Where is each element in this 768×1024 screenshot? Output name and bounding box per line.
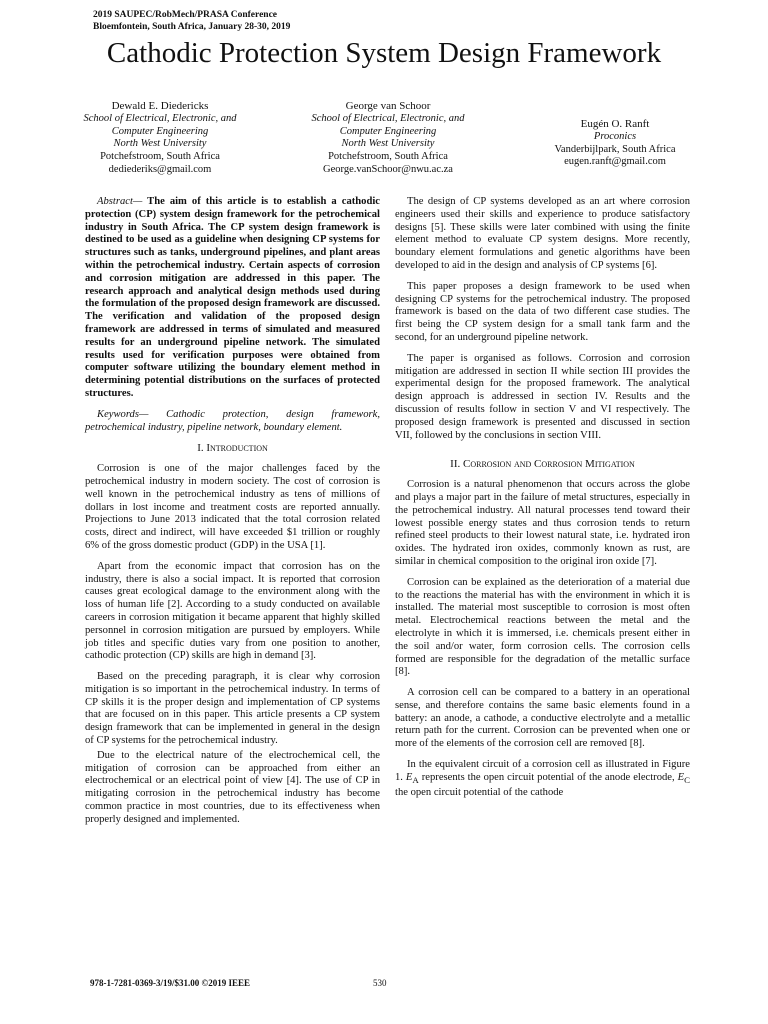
paragraph: The design of CP systems developed as an art where corrosion engineers used their skills and experience to produce satisfactory designs [5]. These skills were later combined with using the finite element method to evaluate CP system designs. More recently, boundary element formulations and genetic algorithms have been developed to aid in the design and analysis of CP systems [6]. xyxy=(395,196,690,271)
author-email: dediederiks@gmail.com xyxy=(108,163,212,175)
paragraph: Based on the preceding paragraph, it is clear why corrosion mitigation is so important in the petrochemical industry. In terms of CP skills it is the proper design and implementation of CP systems that are focused on in this paper. This article presents a CP system design framework that can be implemented in general in the design of CP systems for the petrochemical industry. xyxy=(85,671,380,747)
author-3 xyxy=(515,118,715,169)
author-location: Potchefstroom, South Africa xyxy=(328,151,448,163)
paragraph: Corrosion can be explained as the deterioration of a material due to the reactions the material has with the environment in which it is installed. The material most susceptible to corrosion is most often metal. Electrochemical reactions between the metal and the electrolyte in which it is immersed, i.e. chemicals present either in the soil and/or water, form corrosion cells. The corrosion cells formed are responsible for the degradation of the metallic surface [8]. xyxy=(395,576,690,678)
page-number: 530 xyxy=(373,978,387,988)
conference-name: 2019 SAUPEC/RobMech/PRASA Conference xyxy=(93,10,278,20)
paragraph: A corrosion cell can be compared to a battery in an operational sense, and therefore contains the same basic elements found in a battery: an anode, a cathode, a conductive electrolyte and a metallic return path for the current. Corrosion can be prevented when one or more of the elements of the corrosion cell are removed [8]. xyxy=(395,687,690,750)
author-email: George.vanSchoor@nwu.ac.za xyxy=(323,163,453,175)
right-column xyxy=(395,196,690,808)
author-location: Vanderbijlpark, South Africa xyxy=(554,143,676,155)
paragraph: The paper is organised as follows. Corrosion and corrosion mitigation are addressed in section II while section III provides the experimental design for the proposed framework. The analytical design approach is addressed in section IV. Results and the discussion of results follow in section V and VI respectively. The proposed design framework is presented and discussed in section VII, followed by the conclusions in section VIII. xyxy=(395,352,690,441)
author-name: Eugén O. Ranft xyxy=(580,118,650,130)
author-email: eugen.ranft@gmail.com xyxy=(564,156,666,168)
paragraph-text: the open circuit potential of the cathode xyxy=(395,786,564,798)
paragraph-text: represents the open circuit potential of the anode electrode, xyxy=(418,771,678,783)
variable-subscript: A xyxy=(412,774,419,785)
author-affiliation: North West University xyxy=(113,138,207,150)
author-location: Potchefstroom, South Africa xyxy=(100,151,220,163)
paragraph: Corrosion is a natural phenomenon that occurs across the globe and plays a major part in the failure of metal structures, especially in the petrochemical industry. All natural processes tend toward their lowest possible energy states and thus corrosion tends to return refined steel products to their lowest natural state, i.e. hydrated iron oxides. The hydrated iron oxides, commonly known as rust, are similar in chemical composition to the original iron oxide [7]. xyxy=(395,479,690,567)
footer-copyright: 978-1-7281-0369-3/19/$31.00 ©2019 IEEE xyxy=(90,978,250,988)
paragraph xyxy=(395,759,690,800)
variable-e: E xyxy=(405,771,413,783)
author-affiliation: Computer Engineering xyxy=(339,125,437,137)
author-affiliation: North West University xyxy=(341,138,435,150)
author-affiliation: Proconics xyxy=(593,130,637,142)
variable-subscript: C xyxy=(684,774,690,785)
paper-title: Cathodic Protection System Design Framework xyxy=(106,37,662,69)
abstract xyxy=(85,196,380,401)
author-affiliation: School of Electrical, Electronic, and xyxy=(83,112,237,124)
section-heading-corrosion: II. Corrosion and Corrosion Mitigation xyxy=(450,458,635,471)
paragraph-text: In the equivalent circuit of a corrosion cell as illustrated in Figure 1. xyxy=(395,759,690,783)
variable-e: E xyxy=(677,771,685,783)
conference-location: Bloemfontein, South Africa, January 28-30, 2019 xyxy=(93,22,291,32)
author-name: George van Schoor xyxy=(345,100,431,112)
author-1 xyxy=(60,100,260,177)
author-2 xyxy=(288,100,488,177)
paragraph: This paper proposes a design framework to be used when designing CP systems for the petrochemical industry. The proposed framework is based on the data of two different case studies. The first being the CP system design for a small tank farm and the second, for an underground pipeline network. xyxy=(395,280,690,343)
paragraph: Corrosion is one of the major challenges faced by the petrochemical industry in modern society. The cost of corrosion is well known in the petrochemical industry as tens of millions of dollars in lost income and treatment costs are reported annually. Projections to June 2013 indicated that the total corrosion related costs, direct and indirect, will have exceeded $1 trillion or roughly 6% of the gross domestic product (GDP) in the USA [1]. xyxy=(85,463,380,551)
author-name: Dewald E. Diedericks xyxy=(111,100,209,112)
section-heading-introduction: I. Introduction xyxy=(197,442,268,455)
conference-header xyxy=(93,9,290,33)
author-affiliation: School of Electrical, Electronic, and xyxy=(311,112,465,124)
left-column xyxy=(85,196,380,835)
paragraph: Apart from the economic impact that corrosion has on the industry, there is also a social impact. It is reported that corrosion causes great ecological damage to the environment along with the loss of human life [2]. According to a study conducted on available careers in corrosion mitigation it became apparent that highly skilled personnel in corrosion mitigation are pursued by employers. While job titles and specific duties vary from one position to another, cathodic protection (CP) skills are high in demand [3]. xyxy=(85,560,380,662)
paragraph: Due to the electrical nature of the electrochemical cell, the mitigation of corrosion can be approached from either an electrochemical or an electrical point of view [4]. The use of CP in mitigating corrosion in the petrochemical industry has become common practice in most countries, due to its effectiveness when properly designed and implemented. xyxy=(85,749,380,825)
abstract-label: Abstract— xyxy=(97,196,143,207)
author-affiliation: Computer Engineering xyxy=(111,125,209,137)
keywords: Keywords— Cathodic protection, design framework, petrochemical industry, pipeline network, boundary element. xyxy=(85,408,380,433)
abstract-text: The aim of this article is to establish a cathodic protection (CP) system design framework for the petrochemical industry in South Africa. The CP system design framework is destined to be used as a guideline when designing CP systems for structures such as tanks, underground pipelines, and plant areas within the petrochemical industry. Certain aspects of corrosion and corrosion mitigation are addressed in this paper. The research approach and analytical design methods used during the formulation of the proposed design framework are discussed. The verification and validation of the proposed design framework are addressed in terms of simulated and measured results for an underground pipeline network. The simulated results used for verification purposes were obtained from computer software utilizing the boundary element method in determining potential distributions on the surfaces of protected structures. xyxy=(85,196,380,399)
